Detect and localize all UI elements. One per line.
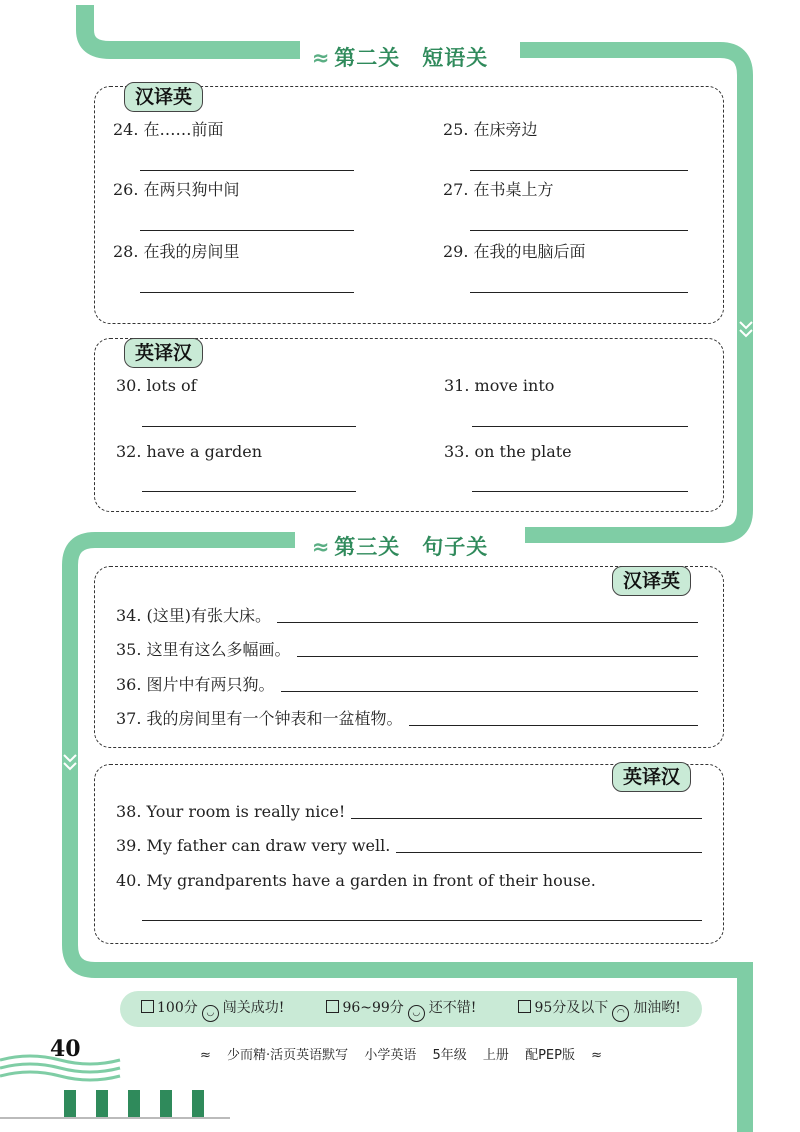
section3-title: ≈ 第三关 句子关 bbox=[311, 535, 489, 559]
answer-line-26[interactable] bbox=[140, 230, 354, 231]
answer-line-39[interactable] bbox=[396, 852, 702, 853]
section2-title: ≈ 第二关 短语关 bbox=[311, 46, 489, 70]
footer-wave-right: ≈ bbox=[591, 1048, 603, 1063]
question-38: 38. Your room is really nice! bbox=[116, 802, 702, 822]
score-bar bbox=[120, 991, 702, 1027]
question-33: 33. on the plate bbox=[444, 442, 572, 461]
footer-edition: 配PEP版 bbox=[525, 1048, 575, 1063]
question-31: 31. move into bbox=[444, 376, 555, 395]
answer-line-40[interactable] bbox=[142, 920, 702, 921]
footer-info bbox=[200, 1044, 614, 1063]
sentence-en-cn-tag: 英译汉 bbox=[612, 762, 691, 792]
question-28: 28. 在我的房间里 bbox=[113, 242, 240, 261]
answer-line-30[interactable] bbox=[142, 426, 356, 427]
cheer-face-icon: ◠ bbox=[612, 1005, 629, 1022]
question-25: 25. 在床旁边 bbox=[443, 120, 538, 139]
checkbox-icon[interactable] bbox=[141, 1000, 154, 1013]
question-27: 27. 在书桌上方 bbox=[443, 180, 554, 199]
answer-line-37[interactable] bbox=[409, 725, 698, 726]
score-option-95-below: 95分及以下 ◠ 加油哟! bbox=[518, 997, 680, 1022]
question-29: 29. 在我的电脑后面 bbox=[443, 242, 586, 261]
answer-line-31[interactable] bbox=[472, 426, 688, 427]
question-30: 30. lots of bbox=[116, 376, 197, 395]
answer-line-34[interactable] bbox=[277, 622, 698, 623]
footer-grade: 5年级 bbox=[432, 1048, 467, 1063]
answer-line-32[interactable] bbox=[142, 491, 356, 492]
question-39: 39. My father can draw very well. bbox=[116, 836, 702, 856]
question-26: 26. 在两只狗中间 bbox=[113, 180, 240, 199]
page-number: 40 bbox=[50, 1036, 81, 1062]
answer-line-33[interactable] bbox=[472, 491, 688, 492]
question-35: 35. 这里有这么多幅画。 bbox=[116, 640, 698, 660]
footer-term: 上册 bbox=[482, 1048, 509, 1063]
score-option-96-99: 96~99分 ◡ 还不错! bbox=[326, 997, 476, 1022]
question-40: 40. My grandparents have a garden in front of their house. bbox=[116, 871, 596, 890]
answer-line-38[interactable] bbox=[351, 818, 702, 819]
checkbox-icon[interactable] bbox=[518, 1000, 531, 1013]
question-32: 32. have a garden bbox=[116, 442, 263, 461]
answer-line-24[interactable] bbox=[140, 170, 354, 171]
phrase-en-cn-tag: 英译汉 bbox=[124, 338, 203, 368]
question-24: 24. 在……前面 bbox=[113, 120, 224, 139]
answer-line-36[interactable] bbox=[281, 691, 698, 692]
answer-line-29[interactable] bbox=[470, 292, 688, 293]
question-37: 37. 我的房间里有一个钟表和一盆植物。 bbox=[116, 709, 698, 729]
sentence-cn-en-tag: 汉译英 bbox=[612, 566, 691, 596]
answer-line-25[interactable] bbox=[470, 170, 688, 171]
answer-line-35[interactable] bbox=[297, 656, 698, 657]
score-option-100: 100分 ◡ 闯关成功! bbox=[141, 997, 284, 1022]
checkbox-icon[interactable] bbox=[326, 1000, 339, 1013]
question-36: 36. 图片中有两只狗。 bbox=[116, 675, 698, 695]
footer-subject: 小学英语 bbox=[364, 1048, 417, 1063]
answer-line-28[interactable] bbox=[140, 292, 354, 293]
footer-wave-left: ≈ bbox=[200, 1048, 211, 1063]
phrase-cn-en-tag: 汉译英 bbox=[124, 82, 203, 112]
smile-face-icon: ◡ bbox=[408, 1005, 425, 1022]
happy-face-icon: ◡ bbox=[202, 1005, 219, 1022]
answer-line-27[interactable] bbox=[470, 230, 688, 231]
question-34: 34. (这里)有张大床。 bbox=[116, 606, 698, 626]
footer-book-title: 少而精·活页英语默写 bbox=[227, 1048, 349, 1063]
